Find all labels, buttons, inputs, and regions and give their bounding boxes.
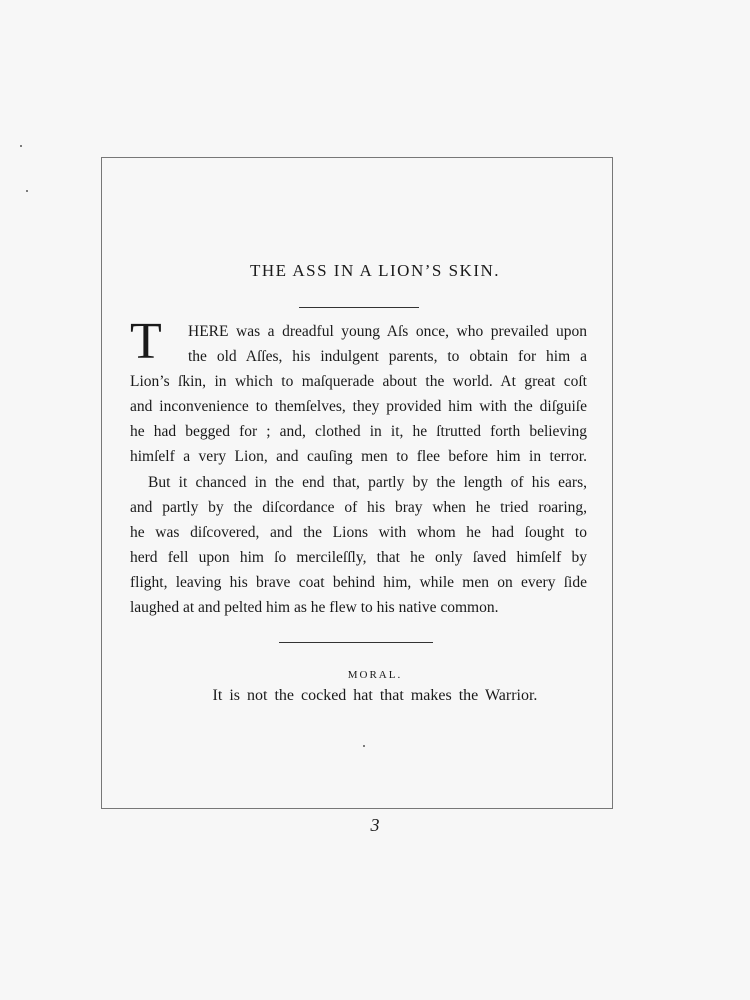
title-rule <box>299 307 419 308</box>
page-number: 3 <box>370 815 380 835</box>
body-line: and partly by the diſcordance of his bray when he tried roaring, <box>130 498 587 516</box>
body-line: herd fell upon him ſo mercileſſly, that he only ſaved himſelf by <box>130 548 587 566</box>
body-line: laughed at and pelted him as he flew to his native common. <box>130 599 499 617</box>
drop-cap: T <box>130 313 162 370</box>
ink-speck <box>363 745 365 747</box>
moral-label: MORAL. <box>347 669 403 681</box>
fable-title: THE ASS IN A LION’S SKIN. <box>249 261 501 280</box>
moral-text: It is not the cocked hat that makes the Warrior. <box>212 687 538 704</box>
ink-speck <box>26 190 28 192</box>
fable-body <box>130 313 587 620</box>
body-line: Lion’s ſkin, in which to maſquerade about the world. At great coſt <box>130 373 587 391</box>
body-line: and inconvenience to themſelves, they provided him with the diſguiſe <box>130 398 587 416</box>
body-line: flight, leaving his brave coat behind him, while men on every ſide <box>130 573 587 591</box>
body-line: But it chanced in the end that, partly by the length of his ears, <box>148 473 587 491</box>
body-line: himſelf a very Lion, and cauſing men to flee before him in terror. <box>130 448 587 466</box>
body-line: he had begged for ; and, clothed in it, he ſtrutted forth believing <box>130 423 587 441</box>
body-line: the old Aſſes, his indulgent parents, to obtain for him a <box>188 348 587 366</box>
body-line: HERE was a dreadful young Aſs once, who prevailed upon <box>188 323 587 340</box>
ink-speck <box>20 145 22 147</box>
moral-rule <box>279 642 433 643</box>
body-line: he was diſcovered, and the Lions with whom he had ſought to <box>130 523 587 541</box>
